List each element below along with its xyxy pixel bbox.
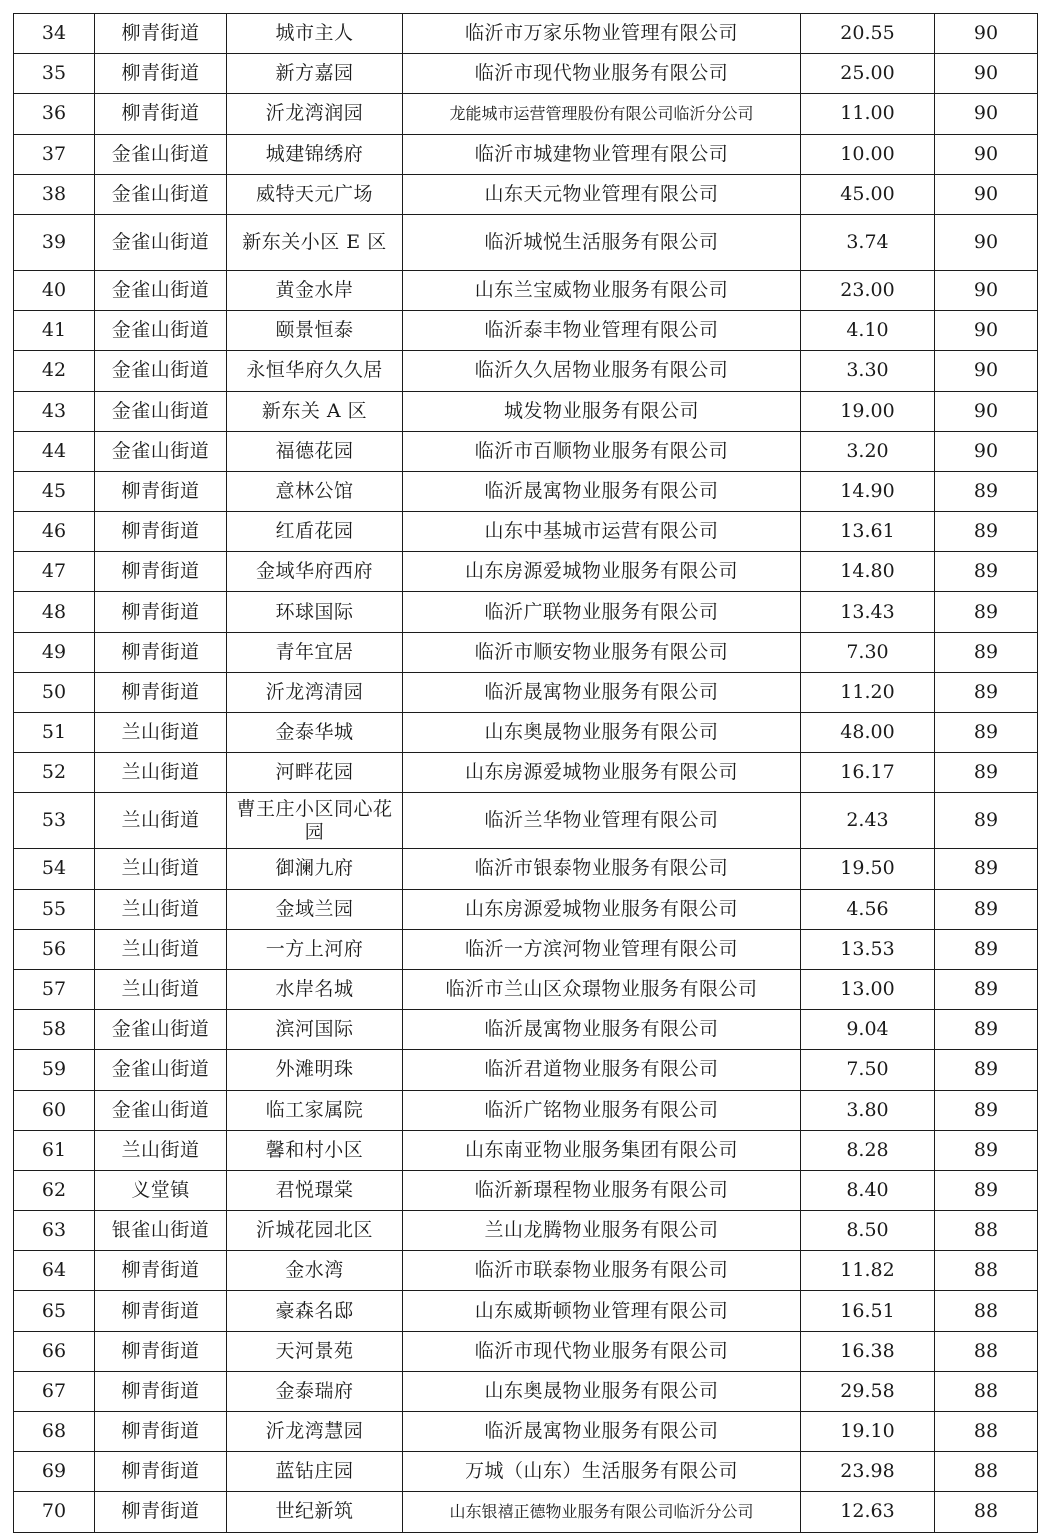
cell-company: 山东房源爱城物业服务有限公司 <box>403 552 801 592</box>
cell-company: 山东中基城市运营有限公司 <box>403 512 801 552</box>
table-row <box>14 793 1038 849</box>
table-row <box>14 1170 1038 1210</box>
table-row <box>14 1412 1038 1452</box>
cell-company: 城发物业服务有限公司 <box>403 391 801 431</box>
cell-company: 山东南亚物业服务集团有限公司 <box>403 1130 801 1170</box>
cell-community: 黄金水岸 <box>227 270 403 310</box>
cell-company: 山东天元物业管理有限公司 <box>403 174 801 214</box>
table-row <box>14 270 1038 310</box>
cell-number: 43 <box>14 391 95 431</box>
cell-street: 柳青街道 <box>95 14 227 54</box>
cell-community: 御澜九府 <box>227 849 403 889</box>
cell-company: 临沂市银泰物业服务有限公司 <box>403 849 801 889</box>
table-row <box>14 1371 1038 1411</box>
cell-score: 88 <box>935 1452 1038 1492</box>
table-row <box>14 311 1038 351</box>
cell-number: 39 <box>14 214 95 270</box>
cell-company: 山东威斯顿物业管理有限公司 <box>403 1291 801 1331</box>
cell-street: 柳青街道 <box>95 54 227 94</box>
cell-community: 新东关 A 区 <box>227 391 403 431</box>
cell-area: 13.61 <box>801 512 935 552</box>
cell-score: 89 <box>935 969 1038 1009</box>
table-row <box>14 431 1038 471</box>
table-row <box>14 1211 1038 1251</box>
cell-company: 临沂晟寓物业服务有限公司 <box>403 1412 801 1452</box>
cell-company: 临沂市百顺物业服务有限公司 <box>403 431 801 471</box>
cell-number: 48 <box>14 592 95 632</box>
table-row <box>14 54 1038 94</box>
cell-street: 柳青街道 <box>95 1371 227 1411</box>
cell-area: 29.58 <box>801 1371 935 1411</box>
cell-community: 临工家属院 <box>227 1090 403 1130</box>
cell-community: 金泰瑞府 <box>227 1371 403 1411</box>
cell-score: 89 <box>935 1010 1038 1050</box>
table-row <box>14 889 1038 929</box>
cell-score: 90 <box>935 54 1038 94</box>
cell-number: 50 <box>14 672 95 712</box>
table-row <box>14 1492 1038 1532</box>
cell-community: 金域兰园 <box>227 889 403 929</box>
cell-street: 柳青街道 <box>95 1331 227 1371</box>
cell-community: 新方嘉园 <box>227 54 403 94</box>
cell-community: 滨河国际 <box>227 1010 403 1050</box>
table-row <box>14 174 1038 214</box>
cell-number: 68 <box>14 1412 95 1452</box>
cell-community: 意林公馆 <box>227 471 403 511</box>
cell-number: 47 <box>14 552 95 592</box>
cell-community: 青年宜居 <box>227 632 403 672</box>
cell-score: 90 <box>935 134 1038 174</box>
cell-community: 金水湾 <box>227 1251 403 1291</box>
cell-score: 90 <box>935 214 1038 270</box>
cell-company: 山东房源爱城物业服务有限公司 <box>403 889 801 929</box>
cell-score: 89 <box>935 713 1038 753</box>
cell-community: 君悦璟棠 <box>227 1170 403 1210</box>
cell-area: 19.10 <box>801 1412 935 1452</box>
cell-number: 40 <box>14 270 95 310</box>
cell-street: 金雀山街道 <box>95 134 227 174</box>
cell-score: 89 <box>935 672 1038 712</box>
cell-score: 89 <box>935 592 1038 632</box>
cell-score: 89 <box>935 1090 1038 1130</box>
cell-score: 90 <box>935 311 1038 351</box>
cell-community: 水岸名城 <box>227 969 403 1009</box>
cell-score: 88 <box>935 1492 1038 1532</box>
cell-number: 54 <box>14 849 95 889</box>
cell-area: 16.38 <box>801 1331 935 1371</box>
cell-area: 7.30 <box>801 632 935 672</box>
cell-community: 天河景苑 <box>227 1331 403 1371</box>
cell-street: 金雀山街道 <box>95 214 227 270</box>
cell-number: 42 <box>14 351 95 391</box>
cell-number: 35 <box>14 54 95 94</box>
cell-street: 兰山街道 <box>95 753 227 793</box>
cell-score: 90 <box>935 270 1038 310</box>
cell-company: 临沂市现代物业服务有限公司 <box>403 54 801 94</box>
table-row <box>14 391 1038 431</box>
table-row <box>14 14 1038 54</box>
cell-company: 临沂市现代物业服务有限公司 <box>403 1331 801 1371</box>
cell-area: 14.80 <box>801 552 935 592</box>
cell-score: 90 <box>935 431 1038 471</box>
table-body <box>14 14 1038 1533</box>
cell-score: 88 <box>935 1412 1038 1452</box>
cell-street: 柳青街道 <box>95 512 227 552</box>
cell-score: 90 <box>935 351 1038 391</box>
cell-number: 52 <box>14 753 95 793</box>
cell-company: 临沂市万家乐物业管理有限公司 <box>403 14 801 54</box>
cell-area: 25.00 <box>801 54 935 94</box>
cell-number: 57 <box>14 969 95 1009</box>
cell-score: 89 <box>935 512 1038 552</box>
cell-area: 13.53 <box>801 929 935 969</box>
cell-community: 豪森名邸 <box>227 1291 403 1331</box>
cell-score: 88 <box>935 1291 1038 1331</box>
cell-company: 山东银禧正德物业服务有限公司临沂分公司 <box>403 1492 801 1532</box>
cell-company: 临沂城悦生活服务有限公司 <box>403 214 801 270</box>
cell-street: 义堂镇 <box>95 1170 227 1210</box>
cell-community: 金泰华城 <box>227 713 403 753</box>
cell-score: 90 <box>935 14 1038 54</box>
cell-street: 柳青街道 <box>95 94 227 134</box>
cell-score: 88 <box>935 1211 1038 1251</box>
cell-area: 3.74 <box>801 214 935 270</box>
cell-street: 兰山街道 <box>95 969 227 1009</box>
cell-area: 3.80 <box>801 1090 935 1130</box>
cell-area: 23.00 <box>801 270 935 310</box>
cell-street: 柳青街道 <box>95 592 227 632</box>
table-row <box>14 672 1038 712</box>
property-ranking-table <box>13 13 1038 1533</box>
cell-company: 临沂一方滨河物业管理有限公司 <box>403 929 801 969</box>
cell-street: 柳青街道 <box>95 672 227 712</box>
cell-street: 柳青街道 <box>95 1251 227 1291</box>
cell-community: 新东关小区 E 区 <box>227 214 403 270</box>
cell-score: 90 <box>935 94 1038 134</box>
cell-company: 临沂兰华物业管理有限公司 <box>403 793 801 849</box>
cell-street: 金雀山街道 <box>95 1050 227 1090</box>
cell-area: 16.17 <box>801 753 935 793</box>
cell-street: 柳青街道 <box>95 552 227 592</box>
cell-street: 兰山街道 <box>95 929 227 969</box>
table-row <box>14 471 1038 511</box>
cell-company: 临沂晟寓物业服务有限公司 <box>403 1010 801 1050</box>
cell-area: 4.10 <box>801 311 935 351</box>
cell-number: 38 <box>14 174 95 214</box>
cell-number: 60 <box>14 1090 95 1130</box>
cell-community: 外滩明珠 <box>227 1050 403 1090</box>
cell-area: 20.55 <box>801 14 935 54</box>
cell-number: 61 <box>14 1130 95 1170</box>
cell-number: 36 <box>14 94 95 134</box>
table-row <box>14 1291 1038 1331</box>
cell-number: 63 <box>14 1211 95 1251</box>
cell-area: 45.00 <box>801 174 935 214</box>
table-row <box>14 592 1038 632</box>
cell-street: 金雀山街道 <box>95 311 227 351</box>
cell-area: 12.63 <box>801 1492 935 1532</box>
cell-number: 34 <box>14 14 95 54</box>
table-row <box>14 351 1038 391</box>
cell-street: 金雀山街道 <box>95 391 227 431</box>
cell-area: 9.04 <box>801 1010 935 1050</box>
cell-street: 金雀山街道 <box>95 1010 227 1050</box>
cell-company: 临沂君道物业服务有限公司 <box>403 1050 801 1090</box>
cell-community: 曹王庄小区同心花园 <box>227 793 403 849</box>
cell-number: 46 <box>14 512 95 552</box>
cell-street: 兰山街道 <box>95 793 227 849</box>
cell-street: 兰山街道 <box>95 713 227 753</box>
cell-number: 37 <box>14 134 95 174</box>
cell-company: 万城（山东）生活服务有限公司 <box>403 1452 801 1492</box>
cell-community: 永恒华府久久居 <box>227 351 403 391</box>
cell-area: 3.20 <box>801 431 935 471</box>
cell-number: 67 <box>14 1371 95 1411</box>
cell-area: 7.50 <box>801 1050 935 1090</box>
cell-company: 山东兰宝威物业服务有限公司 <box>403 270 801 310</box>
cell-company: 临沂市城建物业管理有限公司 <box>403 134 801 174</box>
cell-score: 89 <box>935 1130 1038 1170</box>
table-row <box>14 1331 1038 1371</box>
cell-area: 48.00 <box>801 713 935 753</box>
cell-company: 临沂广铭物业服务有限公司 <box>403 1090 801 1130</box>
table-row <box>14 552 1038 592</box>
cell-area: 16.51 <box>801 1291 935 1331</box>
table-row <box>14 134 1038 174</box>
table-row <box>14 713 1038 753</box>
cell-company: 临沂市顺安物业服务有限公司 <box>403 632 801 672</box>
table-row <box>14 214 1038 270</box>
cell-area: 3.30 <box>801 351 935 391</box>
cell-community: 城市主人 <box>227 14 403 54</box>
cell-number: 44 <box>14 431 95 471</box>
cell-community: 馨和村小区 <box>227 1130 403 1170</box>
cell-community: 威特天元广场 <box>227 174 403 214</box>
table-row <box>14 1010 1038 1050</box>
cell-score: 88 <box>935 1371 1038 1411</box>
cell-community: 一方上河府 <box>227 929 403 969</box>
cell-community: 颐景恒泰 <box>227 311 403 351</box>
cell-community: 河畔花园 <box>227 753 403 793</box>
table-row <box>14 1090 1038 1130</box>
cell-score: 89 <box>935 471 1038 511</box>
cell-score: 89 <box>935 552 1038 592</box>
cell-area: 14.90 <box>801 471 935 511</box>
table-row <box>14 512 1038 552</box>
cell-company: 临沂晟寓物业服务有限公司 <box>403 471 801 511</box>
cell-score: 89 <box>935 1050 1038 1090</box>
cell-score: 88 <box>935 1251 1038 1291</box>
cell-company: 临沂久久居物业服务有限公司 <box>403 351 801 391</box>
cell-community: 城建锦绣府 <box>227 134 403 174</box>
table-row <box>14 753 1038 793</box>
cell-street: 柳青街道 <box>95 632 227 672</box>
cell-community: 金域华府西府 <box>227 552 403 592</box>
cell-street: 金雀山街道 <box>95 270 227 310</box>
cell-number: 41 <box>14 311 95 351</box>
cell-area: 11.00 <box>801 94 935 134</box>
cell-score: 89 <box>935 849 1038 889</box>
cell-score: 89 <box>935 929 1038 969</box>
cell-area: 8.50 <box>801 1211 935 1251</box>
cell-number: 59 <box>14 1050 95 1090</box>
cell-street: 兰山街道 <box>95 889 227 929</box>
cell-number: 53 <box>14 793 95 849</box>
cell-company: 临沂广联物业服务有限公司 <box>403 592 801 632</box>
cell-area: 13.00 <box>801 969 935 1009</box>
cell-number: 65 <box>14 1291 95 1331</box>
cell-company: 临沂市联泰物业服务有限公司 <box>403 1251 801 1291</box>
cell-area: 4.56 <box>801 889 935 929</box>
cell-street: 金雀山街道 <box>95 174 227 214</box>
cell-community: 沂龙湾清园 <box>227 672 403 712</box>
cell-number: 62 <box>14 1170 95 1210</box>
cell-score: 89 <box>935 753 1038 793</box>
cell-company: 兰山龙腾物业服务有限公司 <box>403 1211 801 1251</box>
table-row <box>14 1251 1038 1291</box>
cell-number: 56 <box>14 929 95 969</box>
cell-score: 89 <box>935 632 1038 672</box>
cell-company: 山东奥晟物业服务有限公司 <box>403 713 801 753</box>
cell-company: 龙能城市运营管理股份有限公司临沂分公司 <box>403 94 801 134</box>
cell-street: 柳青街道 <box>95 471 227 511</box>
cell-area: 23.98 <box>801 1452 935 1492</box>
cell-street: 金雀山街道 <box>95 431 227 471</box>
cell-number: 70 <box>14 1492 95 1532</box>
cell-area: 8.28 <box>801 1130 935 1170</box>
cell-street: 金雀山街道 <box>95 1090 227 1130</box>
table-row <box>14 929 1038 969</box>
cell-area: 2.43 <box>801 793 935 849</box>
cell-score: 89 <box>935 1170 1038 1210</box>
cell-area: 8.40 <box>801 1170 935 1210</box>
cell-company: 临沂新璟程物业服务有限公司 <box>403 1170 801 1210</box>
cell-community: 沂城花园北区 <box>227 1211 403 1251</box>
cell-community: 世纪新筑 <box>227 1492 403 1532</box>
cell-street: 兰山街道 <box>95 849 227 889</box>
cell-number: 45 <box>14 471 95 511</box>
cell-street: 柳青街道 <box>95 1412 227 1452</box>
cell-street: 柳青街道 <box>95 1452 227 1492</box>
cell-area: 11.20 <box>801 672 935 712</box>
cell-street: 柳青街道 <box>95 1492 227 1532</box>
table-row <box>14 849 1038 889</box>
cell-company: 临沂泰丰物业管理有限公司 <box>403 311 801 351</box>
cell-community: 环球国际 <box>227 592 403 632</box>
cell-street: 银雀山街道 <box>95 1211 227 1251</box>
cell-street: 金雀山街道 <box>95 351 227 391</box>
cell-number: 49 <box>14 632 95 672</box>
cell-community: 沂龙湾慧园 <box>227 1412 403 1452</box>
cell-area: 13.43 <box>801 592 935 632</box>
table-row <box>14 1130 1038 1170</box>
cell-score: 89 <box>935 793 1038 849</box>
cell-community: 蓝钻庄园 <box>227 1452 403 1492</box>
cell-area: 10.00 <box>801 134 935 174</box>
table-row <box>14 1050 1038 1090</box>
cell-number: 66 <box>14 1331 95 1371</box>
cell-company: 山东房源爱城物业服务有限公司 <box>403 753 801 793</box>
cell-street: 兰山街道 <box>95 1130 227 1170</box>
table-row <box>14 969 1038 1009</box>
cell-area: 19.50 <box>801 849 935 889</box>
cell-number: 51 <box>14 713 95 753</box>
cell-score: 90 <box>935 391 1038 431</box>
cell-street: 柳青街道 <box>95 1291 227 1331</box>
table-row <box>14 1452 1038 1492</box>
cell-area: 11.82 <box>801 1251 935 1291</box>
cell-company: 临沂晟寓物业服务有限公司 <box>403 672 801 712</box>
cell-number: 69 <box>14 1452 95 1492</box>
cell-company: 临沂市兰山区众璟物业服务有限公司 <box>403 969 801 1009</box>
cell-community: 红盾花园 <box>227 512 403 552</box>
table-row <box>14 632 1038 672</box>
cell-community: 福德花园 <box>227 431 403 471</box>
cell-number: 64 <box>14 1251 95 1291</box>
cell-score: 89 <box>935 889 1038 929</box>
table-row <box>14 94 1038 134</box>
cell-company: 山东奥晟物业服务有限公司 <box>403 1371 801 1411</box>
cell-area: 19.00 <box>801 391 935 431</box>
cell-score: 90 <box>935 174 1038 214</box>
cell-number: 58 <box>14 1010 95 1050</box>
cell-score: 88 <box>935 1331 1038 1371</box>
cell-community: 沂龙湾润园 <box>227 94 403 134</box>
cell-number: 55 <box>14 889 95 929</box>
